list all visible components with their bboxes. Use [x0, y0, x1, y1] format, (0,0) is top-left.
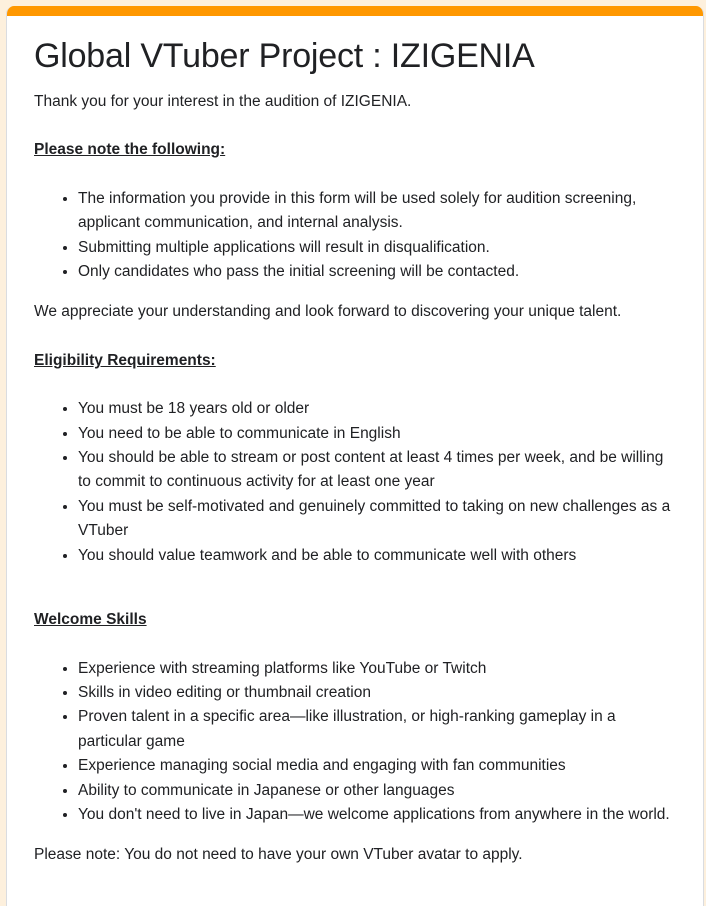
eligibility-heading: Eligibility Requirements:	[34, 351, 216, 369]
skills-heading: Welcome Skills	[34, 611, 147, 629]
form-title: Global VTuber Project : IZIGENIA	[34, 37, 535, 75]
appreciation-text: We appreciate your understanding and look forward to discovering your unique talent.	[34, 303, 622, 321]
spacer	[34, 373, 679, 397]
list-item: • Only candidates who pass the initial screening will be contacted.	[78, 260, 679, 284]
eligibility-list	[34, 397, 679, 568]
note-heading: Please note the following:	[34, 141, 226, 159]
list-item: • The information you provide in this form will be used solely for audition screening, applicant communication, and internal analysis.	[78, 187, 679, 236]
spacer	[34, 114, 679, 138]
form-description	[34, 90, 679, 868]
list-item: • You don't need to live in Japan—we welcome applications from anywhere in the world.	[78, 803, 679, 827]
list-item: • You should be able to stream or post content at least 4 times per week, and be willing to commit to continuous activity for at least one year	[78, 446, 679, 495]
intro-text: Thank you for your interest in the audition of IZIGENIA.	[34, 93, 412, 110]
final-note-text: Please note: You do not need to have your own VTuber avatar to apply.	[34, 846, 523, 864]
list-item: • You should value teamwork and be able to communicate well with others	[78, 544, 679, 568]
spacer	[34, 325, 679, 349]
note-list	[34, 187, 679, 285]
list-item: • Skills in video editing or thumbnail creation	[78, 681, 679, 705]
list-item: • You must be 18 years old or older	[78, 397, 679, 421]
list-item: • Experience managing social media and engaging with fan communities	[78, 754, 679, 778]
list-item: • Ability to communicate in Japanese or other languages	[78, 779, 679, 803]
list-item: • Submitting multiple applications will result in disqualification.	[78, 236, 679, 260]
spacer	[34, 827, 679, 843]
spacer	[34, 284, 679, 300]
list-item: • Experience with streaming platforms like YouTube or Twitch	[78, 657, 679, 681]
list-item: • You need to be able to communicate in English	[78, 422, 679, 446]
form-header-card	[6, 6, 704, 906]
skills-list	[34, 657, 679, 828]
spacer	[34, 633, 679, 657]
spacer	[34, 568, 679, 608]
list-item: • You must be self-motivated and genuinely committed to taking on new challenges as a VTuber	[78, 495, 679, 544]
spacer	[34, 163, 679, 187]
form-header-content	[34, 16, 679, 868]
accent-bar	[7, 6, 703, 16]
list-item: • Proven talent in a specific area—like illustration, or high-ranking gameplay in a particular game	[78, 705, 679, 754]
